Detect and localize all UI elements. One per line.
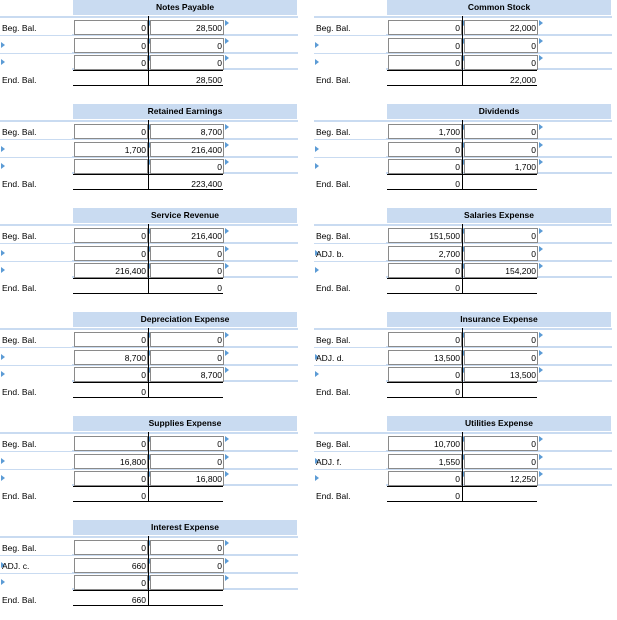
row-separator — [314, 328, 612, 330]
total-line — [73, 70, 223, 71]
account-title: Retained Earnings — [73, 104, 297, 119]
dropdown-marker-icon — [1, 59, 5, 65]
credit-value: 0 — [217, 335, 222, 345]
label-input[interactable] — [0, 54, 72, 70]
dropdown-marker-icon — [315, 42, 319, 48]
debit-value: 216,400 — [115, 266, 146, 276]
total-line — [73, 174, 223, 175]
account-retained-earnings — [0, 104, 298, 204]
input-marker-icon — [539, 142, 543, 148]
dropdown-marker-icon — [315, 163, 319, 169]
input-marker-icon — [225, 228, 229, 234]
debit-value: 0 — [455, 335, 460, 345]
debit-value: 0 — [141, 23, 146, 33]
credit-input[interactable] — [150, 575, 224, 590]
total-line — [73, 486, 223, 487]
row-label: End. Bal. — [2, 387, 37, 397]
input-marker-icon — [225, 471, 229, 477]
row-label: Beg. Bal. — [316, 23, 351, 33]
label-input[interactable] — [0, 366, 72, 382]
credit-value: 0 — [217, 41, 222, 51]
debit-value: 0 — [141, 231, 146, 241]
input-marker-icon — [539, 228, 543, 234]
input-marker-icon — [225, 142, 229, 148]
total-line — [387, 174, 537, 175]
row-label: Beg. Bal. — [316, 439, 351, 449]
input-marker-icon — [225, 436, 229, 442]
account-interest-expense — [0, 520, 298, 620]
credit-value: 0 — [531, 127, 536, 137]
total-line — [73, 382, 223, 383]
credit-value: 0 — [217, 353, 222, 363]
credit-value: 154,200 — [505, 266, 536, 276]
debit-value: 0 — [455, 162, 460, 172]
input-marker-icon — [539, 350, 543, 356]
row-label: Beg. Bal. — [2, 23, 37, 33]
input-marker-icon — [225, 350, 229, 356]
input-marker-icon — [225, 246, 229, 252]
account-title: Notes Payable — [73, 0, 297, 15]
credit-value: 0 — [217, 162, 222, 172]
account-title: Interest Expense — [73, 520, 297, 535]
account-title: Service Revenue — [73, 208, 297, 223]
dropdown-marker-icon — [1, 458, 5, 464]
credit-value: 8,700 — [200, 370, 222, 380]
row-label: End. Bal. — [2, 491, 37, 501]
label-input[interactable] — [0, 453, 72, 469]
debit-value: 0 — [141, 387, 146, 397]
row-separator — [0, 224, 298, 226]
debit-value: 660 — [131, 595, 146, 605]
row-separator — [0, 328, 298, 330]
credit-value: 0 — [217, 283, 222, 293]
credit-value: 13,500 — [510, 370, 536, 380]
total-line — [73, 590, 223, 591]
debit-value: 13,500 — [434, 353, 460, 363]
dropdown-marker-icon — [1, 163, 5, 169]
row-separator — [314, 432, 612, 434]
label-input[interactable] — [314, 54, 386, 70]
debit-value: 0 — [455, 387, 460, 397]
account-title: Depreciation Expense — [73, 312, 297, 327]
t-account-divider — [462, 16, 463, 86]
t-account-divider — [148, 16, 149, 86]
label-input[interactable] — [314, 141, 386, 157]
row-separator — [0, 536, 298, 538]
row-label: ADJ. f. — [316, 457, 342, 467]
debit-value: 0 — [455, 58, 460, 68]
account-title: Supplies Expense — [73, 416, 297, 431]
input-marker-icon — [539, 367, 543, 373]
debit-value: 0 — [455, 41, 460, 51]
row-label: Beg. Bal. — [2, 335, 37, 345]
label-input[interactable] — [314, 470, 386, 486]
input-marker-icon — [539, 436, 543, 442]
account-dividends — [314, 104, 612, 204]
row-label: End. Bal. — [2, 283, 37, 293]
credit-value: 0 — [531, 58, 536, 68]
debit-value: 0 — [141, 474, 146, 484]
credit-value: 1,700 — [514, 162, 536, 172]
credit-value: 0 — [217, 543, 222, 553]
debit-value: 0 — [141, 249, 146, 259]
account-title: Dividends — [387, 104, 611, 119]
row-label: End. Bal. — [316, 179, 351, 189]
dropdown-marker-icon — [315, 371, 319, 377]
input-marker-icon — [539, 124, 543, 130]
account-service-revenue — [0, 208, 298, 308]
total-line — [73, 278, 223, 279]
t-account-divider — [462, 120, 463, 190]
dropdown-marker-icon — [315, 146, 319, 152]
debit-value: 16,800 — [120, 457, 146, 467]
credit-value: 0 — [531, 41, 536, 51]
input-marker-icon — [225, 332, 229, 338]
label-input[interactable] — [314, 37, 386, 53]
label-input[interactable] — [0, 262, 72, 278]
row-label: Beg. Bal. — [316, 335, 351, 345]
debit-value: 8,700 — [124, 353, 146, 363]
t-account-divider — [462, 224, 463, 294]
debit-value: 0 — [141, 41, 146, 51]
label-input[interactable] — [0, 158, 72, 174]
account-salaries-expense — [314, 208, 612, 308]
label-input[interactable] — [0, 245, 72, 261]
label-input[interactable] — [0, 141, 72, 157]
dropdown-marker-icon — [315, 475, 319, 481]
input-marker-icon — [225, 540, 229, 546]
credit-value: 216,400 — [191, 145, 222, 155]
dropdown-marker-icon — [1, 354, 5, 360]
dropdown-marker-icon — [1, 579, 5, 585]
row-label: Beg. Bal. — [316, 231, 351, 241]
debit-value: 1,550 — [438, 457, 460, 467]
total-line — [387, 70, 537, 71]
input-marker-icon — [225, 159, 229, 165]
row-label: Beg. Bal. — [2, 543, 37, 553]
credit-value: 0 — [531, 335, 536, 345]
dropdown-marker-icon — [1, 475, 5, 481]
debit-value: 0 — [455, 23, 460, 33]
debit-input[interactable] — [74, 159, 148, 174]
credit-value: 28,500 — [196, 75, 222, 85]
debit-value: 0 — [455, 474, 460, 484]
account-depreciation-expense — [0, 312, 298, 412]
debit-value: 0 — [141, 335, 146, 345]
debit-value: 2,700 — [438, 249, 460, 259]
row-separator — [314, 224, 612, 226]
credit-value: 0 — [531, 249, 536, 259]
label-input[interactable] — [314, 262, 386, 278]
row-separator — [314, 16, 612, 18]
row-separator — [0, 120, 298, 122]
credit-value: 0 — [531, 231, 536, 241]
t-account-divider — [148, 432, 149, 502]
account-title: Utilities Expense — [387, 416, 611, 431]
total-line — [387, 278, 537, 279]
input-marker-icon — [539, 20, 543, 26]
input-marker-icon — [225, 263, 229, 269]
row-label: End. Bal. — [2, 595, 37, 605]
input-marker-icon — [539, 55, 543, 61]
label-input[interactable] — [314, 366, 386, 382]
credit-value: 22,000 — [510, 75, 536, 85]
account-insurance-expense — [314, 312, 612, 412]
dropdown-marker-icon — [1, 42, 5, 48]
input-marker-icon — [539, 454, 543, 460]
credit-value: 0 — [217, 249, 222, 259]
debit-value: 0 — [455, 283, 460, 293]
debit-value: 10,700 — [434, 439, 460, 449]
credit-value: 0 — [531, 457, 536, 467]
label-input[interactable] — [0, 37, 72, 53]
total-line — [387, 382, 537, 383]
debit-value: 0 — [455, 266, 460, 276]
row-label: End. Bal. — [316, 491, 351, 501]
credit-value: 0 — [217, 266, 222, 276]
debit-value: 0 — [141, 578, 146, 588]
input-marker-icon — [225, 124, 229, 130]
credit-value: 22,000 — [510, 23, 536, 33]
dropdown-marker-icon — [1, 267, 5, 273]
t-account-divider — [462, 432, 463, 502]
row-label: Beg. Bal. — [2, 439, 37, 449]
row-label: ADJ. d. — [316, 353, 344, 363]
credit-value: 0 — [531, 145, 536, 155]
label-input[interactable] — [0, 574, 72, 590]
account-notes-payable — [0, 0, 298, 100]
account-title: Salaries Expense — [387, 208, 611, 223]
dropdown-marker-icon — [315, 59, 319, 65]
account-title: Common Stock — [387, 0, 611, 15]
input-marker-icon — [225, 558, 229, 564]
row-label: End. Bal. — [316, 283, 351, 293]
row-label: Beg. Bal. — [2, 127, 37, 137]
credit-value: 0 — [217, 439, 222, 449]
dropdown-marker-icon — [315, 267, 319, 273]
debit-value: 0 — [141, 58, 146, 68]
dropdown-marker-icon — [1, 146, 5, 152]
debit-value: 0 — [141, 543, 146, 553]
debit-value: 0 — [141, 370, 146, 380]
input-marker-icon — [225, 20, 229, 26]
label-input[interactable] — [314, 158, 386, 174]
row-label: End. Bal. — [316, 387, 351, 397]
total-line — [387, 486, 537, 487]
input-marker-icon — [225, 38, 229, 44]
t-account-divider — [462, 328, 463, 398]
input-marker-icon — [225, 454, 229, 460]
credit-value: 0 — [531, 353, 536, 363]
row-separator — [314, 120, 612, 122]
debit-value: 0 — [141, 127, 146, 137]
account-utilities-expense — [314, 416, 612, 516]
row-label: ADJ. b. — [316, 249, 344, 259]
debit-value: 0 — [455, 370, 460, 380]
input-marker-icon — [539, 471, 543, 477]
account-common-stock — [314, 0, 612, 100]
t-account-divider — [148, 536, 149, 606]
debit-value: 151,500 — [429, 231, 460, 241]
credit-value: 8,700 — [200, 127, 222, 137]
account-title: Insurance Expense — [387, 312, 611, 327]
row-label: End. Bal. — [2, 179, 37, 189]
row-label: End. Bal. — [316, 75, 351, 85]
debit-value: 0 — [455, 145, 460, 155]
credit-value: 223,400 — [191, 179, 222, 189]
credit-value: 216,400 — [191, 231, 222, 241]
input-marker-icon — [539, 38, 543, 44]
input-marker-icon — [225, 575, 229, 581]
credit-value: 0 — [217, 58, 222, 68]
input-marker-icon — [539, 246, 543, 252]
debit-value: 0 — [141, 491, 146, 501]
row-label: Beg. Bal. — [316, 127, 351, 137]
row-separator — [0, 16, 298, 18]
input-marker-icon — [539, 263, 543, 269]
row-label: End. Bal. — [2, 75, 37, 85]
account-supplies-expense — [0, 416, 298, 516]
credit-value: 16,800 — [196, 474, 222, 484]
t-account-divider — [148, 328, 149, 398]
credit-value: 0 — [217, 561, 222, 571]
label-input[interactable] — [0, 470, 72, 486]
input-marker-icon — [225, 367, 229, 373]
row-label: Beg. Bal. — [2, 231, 37, 241]
label-input[interactable] — [0, 349, 72, 365]
row-separator — [0, 432, 298, 434]
credit-value: 0 — [217, 457, 222, 467]
debit-value: 660 — [131, 561, 146, 571]
debit-value: 0 — [141, 439, 146, 449]
debit-value: 1,700 — [124, 145, 146, 155]
t-account-divider — [148, 120, 149, 190]
credit-value: 0 — [531, 439, 536, 449]
debit-value: 1,700 — [438, 127, 460, 137]
input-marker-icon — [539, 332, 543, 338]
row-label: ADJ. c. — [2, 561, 30, 571]
dropdown-marker-icon — [1, 371, 5, 377]
dropdown-marker-icon — [1, 250, 5, 256]
credit-value: 28,500 — [196, 23, 222, 33]
input-marker-icon — [539, 159, 543, 165]
debit-value: 0 — [455, 491, 460, 501]
debit-value: 0 — [455, 179, 460, 189]
t-account-divider — [148, 224, 149, 294]
input-marker-icon — [225, 55, 229, 61]
credit-value: 12,250 — [510, 474, 536, 484]
